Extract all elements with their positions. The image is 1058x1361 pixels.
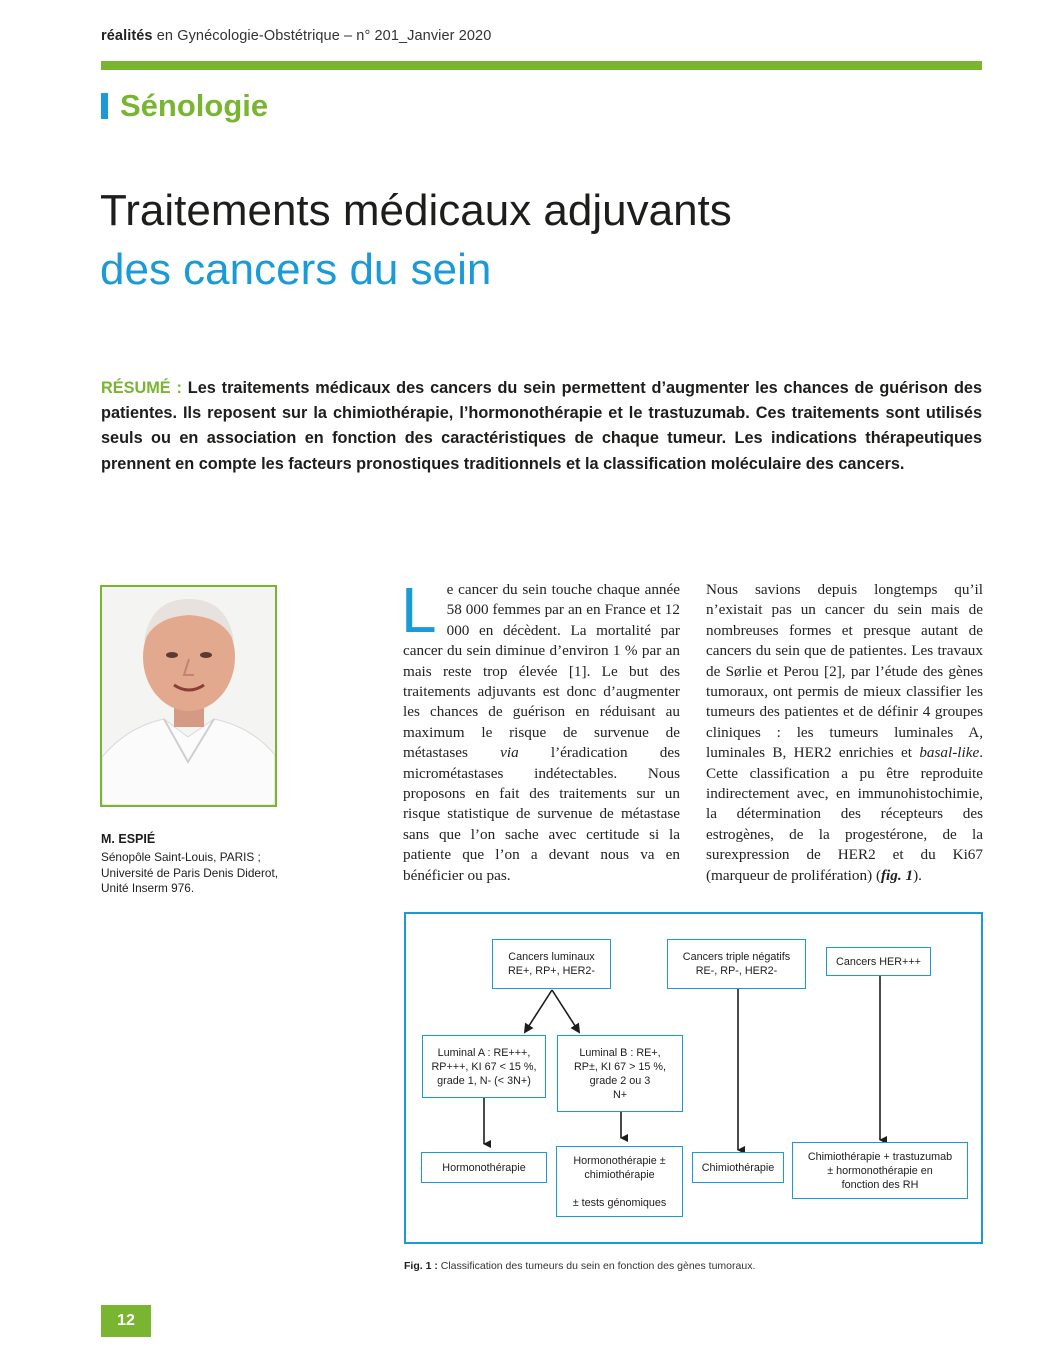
section-heading (101, 88, 268, 124)
body-text: l’éradication des micrométastases indétectables. Nous proposons en fait des traitements sur un risque statistique de survenue de métastase sans que l’on sache avec certitude si la patiente que l’on a devant nous va en bénéficier ou pas. (403, 744, 681, 884)
figure-reference[interactable]: fig. 1 (881, 866, 914, 884)
author-photo (100, 585, 277, 807)
page-number: 12 (101, 1305, 151, 1337)
node-luminal-a: Luminal A : RE+++, RP+++, KI 67 < 15 %, grade 1, N- (< 3N+) (422, 1035, 546, 1098)
body-text: e cancer du sein touche chaque année 58 000 femmes par an en France et 12 000 en décèdent. La mortalité par cancer du sein diminue d’environ 1 % par an mais reste trop élevée [1]. Le but des traitements adjuvants est donc d’augmenter les chances de guérison en réduisant au maximum le risque de survenue de métastases (403, 581, 680, 762)
node-luminal-b: Luminal B : RE+, RP±, KI 67 > 15 %, grade 2 ou 3 N+ (557, 1035, 683, 1112)
affiliation-line: Unité Inserm 976. (101, 881, 195, 895)
section-marker (101, 93, 108, 119)
node-chimiotherapie: Chimiothérapie (692, 1152, 784, 1183)
affiliation-line: Sénopôle Saint-Louis, PARIS ; (101, 850, 261, 864)
connector-arrow (525, 990, 552, 1032)
figure-1-diagram (404, 912, 983, 1244)
caption-text: Classification des tumeurs du sein en fonction des gènes tumoraux. (440, 1260, 756, 1272)
body-italic: basal-like (919, 744, 980, 762)
connector-arrow (552, 990, 579, 1032)
abstract-label: RÉSUMÉ : (101, 379, 182, 397)
journal-name: réalités (101, 28, 153, 44)
node-cancers-luminaux: Cancers luminaux RE+, RP+, HER2- (492, 939, 611, 989)
caption-label: Fig. 1 : (404, 1260, 438, 1272)
node-chimiotherapie-trastuzumab: Chimiothérapie + trastuzumab ± hormonothérapie en fonction des RH (792, 1142, 968, 1199)
author-affiliation (101, 850, 301, 897)
body-text: . Cette classification a pu être reproduite indirectement avec, en immunohistochimie, la détermination des récepteurs des estrogènes, de la progestérone, de la surexpression de HER2 et du Ki67 (marqueur de prolifération) ( (706, 744, 983, 884)
journal-issue: en Gynécologie-Obstétrique – n° 201_Janvier 2020 (156, 28, 492, 44)
affiliation-line: Université de Paris Denis Diderot, (101, 865, 279, 880)
abstract (101, 376, 982, 477)
node-hormonotherapie: Hormonothérapie (421, 1152, 547, 1183)
node-cancers-triple-negatifs: Cancers triple négatifs RE-, RP-, HER2- (667, 939, 806, 989)
node-cancers-her: Cancers HER+++ (826, 947, 931, 976)
author-portrait-image (102, 587, 275, 805)
section-title: Sénologie (120, 88, 269, 123)
author-name: M. ESPIÉ (101, 832, 156, 846)
header-rule (101, 61, 982, 70)
body-text: Nous savions depuis longtemps qu’il n’existait pas un cancer du sein mais de nombreuses formes et presque autant de cancers du sein que de patientes. Les travaux de Sørlie et Perou [2], par l’étude des gènes tumoraux, ont permis de mieux classifier les tumeurs des patientes et de définir 4 groupes cliniques : les tumeurs luminales A, luminales B, HER2 enrichies et (706, 581, 983, 762)
article-title-line2: des cancers du sein (100, 245, 492, 294)
body-italic: via (500, 744, 519, 762)
running-head (101, 28, 491, 44)
drop-cap: L (401, 574, 437, 646)
abstract-text: Les traitements médicaux des cancers du sein permettent d’augmenter les chances de guérison des patientes. Ils reposent sur la chimiothérapie, l’hormonothérapie et le trastuzumab. Ces traitements sont utilisés seuls ou en association en fonction des caractéristiques de chaque tumeur. Les indications thérapeutiques prennent en compte les facteurs pronostiques traditionnels et la classification moléculaire des cancers. (101, 379, 983, 473)
node-hormonotherapie-chimiotherapie: Hormonothérapie ± chimiothérapie ± tests génomiques (556, 1146, 683, 1217)
body-column-1 (401, 574, 681, 886)
body-column-2 (706, 580, 983, 886)
article-title-line1: Traitements médicaux adjuvants (100, 186, 732, 235)
body-text: ). (913, 866, 922, 884)
figure-caption (404, 1260, 755, 1272)
